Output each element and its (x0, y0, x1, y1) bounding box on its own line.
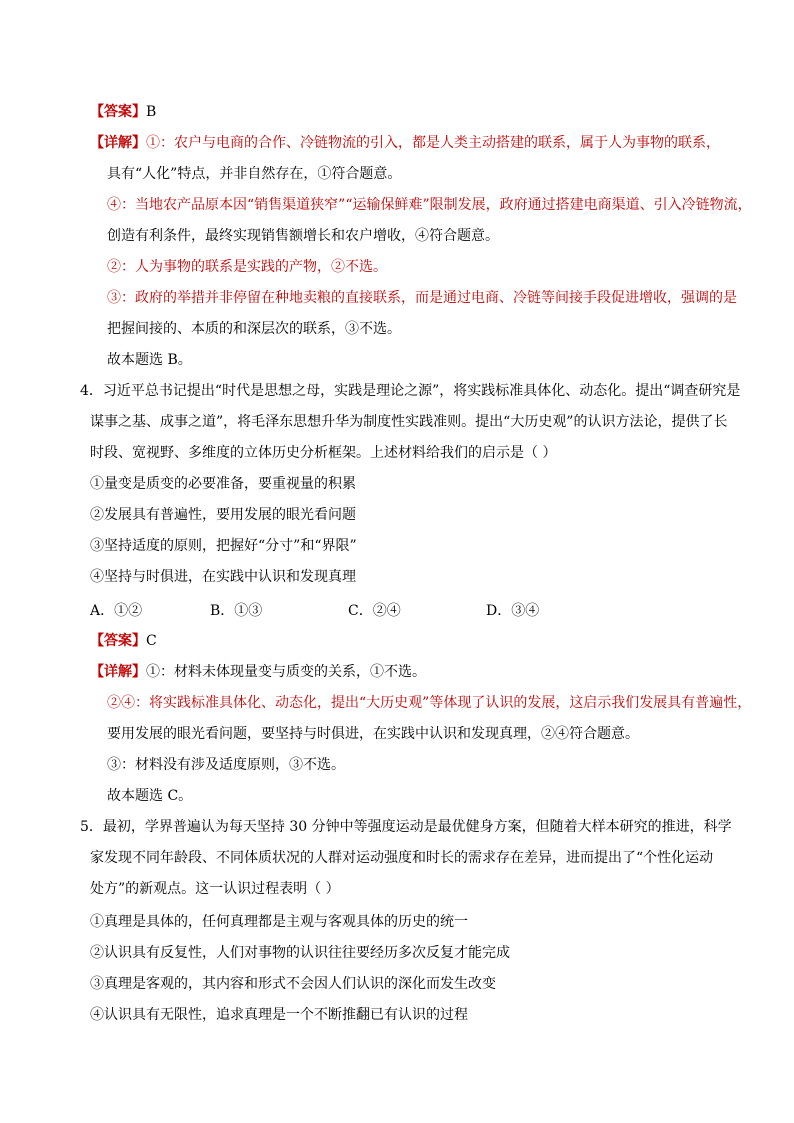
statement: ②发展具有普遍性，要用发展的眼光看问题 (90, 507, 356, 523)
conclusion: 故本题选 B。 (107, 352, 192, 368)
option-a: A．①② (90, 603, 143, 619)
answer-value: C (146, 633, 157, 649)
option-c: C．②④ (348, 603, 401, 619)
detail-text: ①：材料未体现量变与质变的关系，①不选。 (146, 664, 426, 680)
statement: ①真理是具体的，任何真理都是主观与客观具体的历史的统一 (90, 914, 468, 930)
detail-tag: 【详解】 (90, 135, 146, 151)
statement: ④认识具有无限性，追求真理是一个不断推翻已有认识的过程 (90, 1007, 468, 1023)
detail-text: 要用发展的眼光看问题，要坚持与时俱进，在实践中认识和发现真理，②④符合题意。 (107, 726, 639, 742)
statement: ④坚持与时俱进，在实践中认识和发现真理 (90, 569, 356, 585)
answer-value: B (146, 104, 157, 120)
stem-text: 谋事之基、成事之道”，将毛泽东思想升华为制度性实践准则。提出“大历史观”的认识方法论，提供了长 (90, 414, 728, 430)
question-stem (80, 817, 732, 837)
detail-text: ②④：将实践标准具体化、动态化，提出“大历史观”等体现了认识的发展，这启示我们发展具有普遍性， (107, 695, 752, 711)
detail-text: ②：人为事物的联系是实践的产物，②不选。 (107, 259, 387, 275)
answer-line (90, 102, 156, 122)
stem-text: 家发现不同年龄段、不同体质状况的人群对运动强度和时长的需求存在差异，进而提出了“个性化运动 (90, 850, 714, 866)
detail-text: ③：政府的举措并非停留在种地卖粮的直接联系，而是通过电商、冷链等间接手段促进增收，强调的是 (107, 290, 737, 306)
detail-text: ①：农户与电商的合作、冷链物流的引入，都是人类主动搭建的联系，属于人为事物的联系， (146, 135, 720, 151)
detail-text: 创造有利条件，最终实现销售额增长和农户增收，④符合题意。 (107, 228, 499, 244)
stem-text: 最初，学界普遍认为每天坚持 30 分钟中等强度运动是最优健身方案，但随着大样本研究的推进，科学 (102, 819, 732, 835)
detail-text: ③：材料没有涉及适度原则，③不选。 (107, 757, 345, 773)
statement: ①量变是质变的必要准备，要重视量的积累 (90, 476, 356, 492)
statement: ②认识具有反复性，人们对事物的认识往往要经历多次反复才能完成 (90, 945, 510, 961)
detail-text: 具有“人化”特点，并非自然存在，①符合题意。 (107, 166, 402, 182)
stem-text: 时段、宽视野、多维度的立体历史分析框架。上述材料给我们的启示是（ ） (90, 445, 557, 461)
question-stem (80, 381, 740, 401)
detail-text: 把握间接的、本质的和深层次的联系，③不选。 (107, 321, 401, 337)
stem-text: 习近平总书记提出“时代是思想之母，实践是理论之源”，将实践标准具体化、动态化。提出“调查研究是 (102, 383, 741, 399)
option-b: B．①③ (210, 603, 263, 619)
answer-tag: 【答案】 (90, 104, 146, 120)
conclusion: 故本题选 C。 (107, 788, 193, 804)
question-number: 5． (80, 819, 103, 835)
stem-text: 处方”的新观点。这一认识过程表明（ ） (90, 881, 340, 897)
detail-text: ④：当地农产品原本因“销售渠道狭窄”“运输保鲜难”限制发展，政府通过搭建电商渠道、引入冷链物流， (107, 197, 752, 213)
statement: ③坚持适度的原则，把握好“分寸”和“界限” (90, 538, 357, 554)
statement: ③真理是客观的，其内容和形式不会因人们认识的深化而发生改变 (90, 976, 496, 992)
option-d: D．③④ (486, 603, 540, 619)
detail-tag: 【详解】 (90, 664, 146, 680)
answer-line (90, 631, 157, 651)
question-number: 4． (80, 383, 103, 399)
answer-tag: 【答案】 (90, 633, 146, 649)
detail-line (90, 133, 720, 153)
options-row (90, 600, 610, 620)
detail-line (90, 662, 426, 682)
